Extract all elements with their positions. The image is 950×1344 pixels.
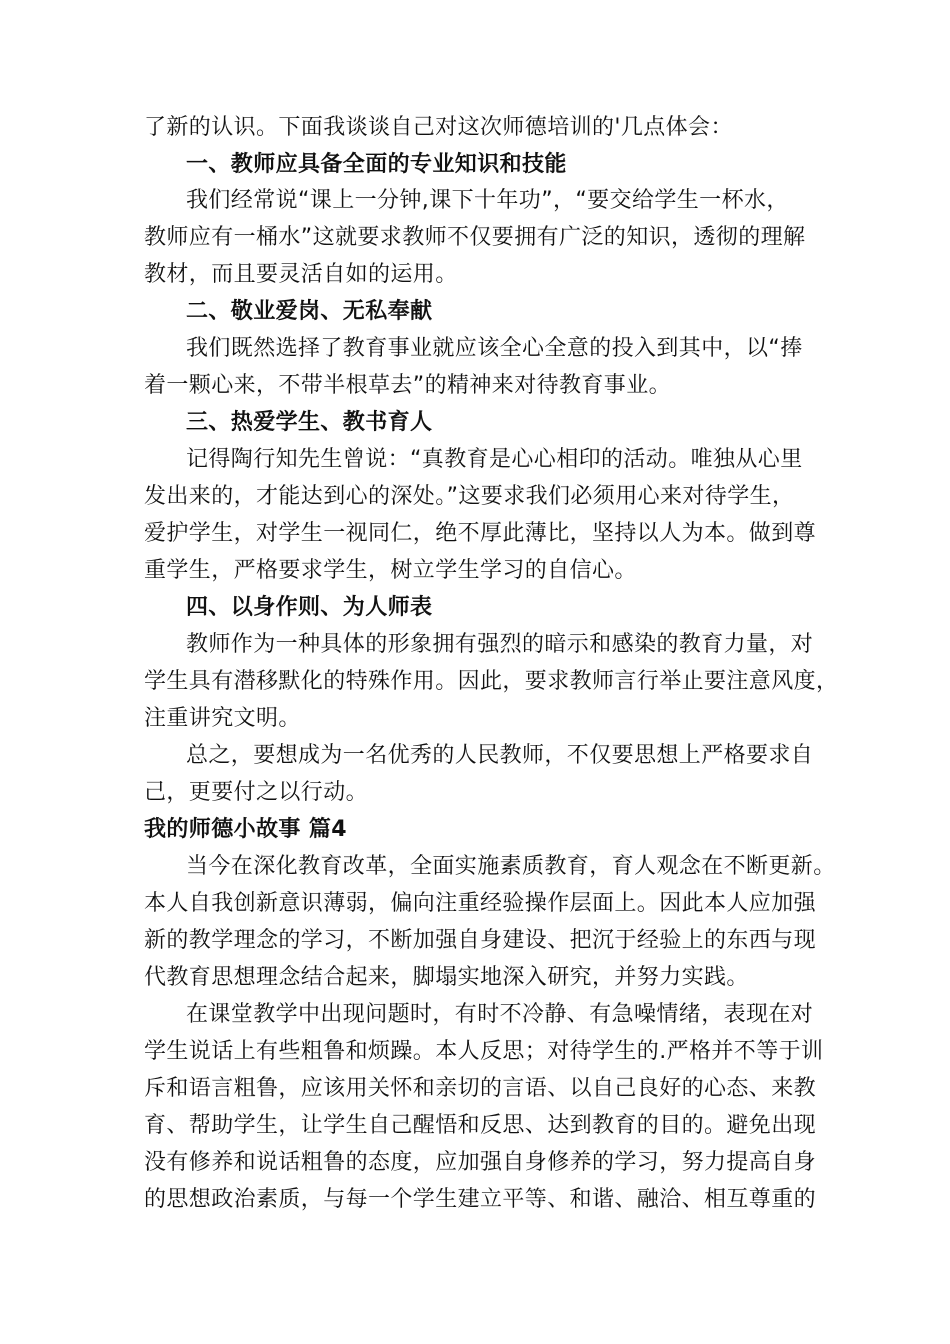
body-text-line: 我们经常说“课上一分钟,课下十年功”，“要交给学生一杯水， xyxy=(186,188,789,213)
body-text-line: 本人自我创新意识薄弱，偏向注重经验操作层面上。因此本人应加强 xyxy=(144,891,817,916)
body-text-line: 新的教学理念的学习，不断加强自身建设、把沉于经验上的东西与现 xyxy=(144,928,817,953)
body-text-line: 发出来的，才能达到心的深处。”这要求我们必须用心来对待学生， xyxy=(144,484,795,509)
article-title: 我的师德小故事 篇4 xyxy=(144,817,347,842)
body-text-line: 着一颗心来，不带半根草去”的精神来对待教育事业。 xyxy=(144,373,671,398)
section-heading: 三、热爱学生、教书育人 xyxy=(186,410,433,435)
body-text-line: 教师应有一桶水”这就要求教师不仅要拥有广泛的知识，透彻的理解 xyxy=(144,225,806,250)
body-text-line: 记得陶行知先生曾说：“真教育是心心相印的活动。唯独从心里 xyxy=(186,447,803,472)
section-heading: 一、教师应具备全面的专业知识和技能 xyxy=(186,152,567,177)
body-text-line: 代教育思想理念结合起来，脚塌实地深入研究，并努力实践。 xyxy=(144,965,749,990)
body-text-line: 爱护学生，对学生一视同仁，绝不厚此薄比，坚持以人为本。做到尊 xyxy=(144,521,817,546)
body-text-line: 育、帮助学生，让学生自己醒悟和反思、达到教育的目的。避免出现 xyxy=(144,1113,817,1138)
body-text-line: 没有修养和说话粗鲁的态度，应加强自身修养的学习，努力提高自身 xyxy=(144,1150,817,1175)
body-text-line: 我们既然选择了教育事业就应该全心全意的投入到其中，以“捧 xyxy=(186,336,803,361)
body-text-line: 教材，而且要灵活自如的运用。 xyxy=(144,262,458,287)
section-heading: 四、以身作则、为人师表 xyxy=(186,595,433,620)
body-text-line: 学生具有潜移默化的特殊作用。因此，要求教师言行举止要注意风度， xyxy=(144,669,839,694)
body-text-line: 学生说话上有些粗鲁和烦躁。本人反思；对待学生的.严格并不等于训 xyxy=(144,1039,824,1064)
body-text-line: 己，更要付之以行动。 xyxy=(144,780,369,805)
body-text-line: 重学生，严格要求学生，树立学生学习的自信心。 xyxy=(144,558,637,583)
body-text-line: 斥和语言粗鲁，应该用关怀和亲切的言语、以自己良好的心态、来教 xyxy=(144,1076,817,1101)
section-heading: 二、敬业爱岗、无私奉献 xyxy=(186,299,433,324)
body-text-line: 了新的认识。下面我谈谈自己对这次师德培训的'几点体会： xyxy=(144,115,733,140)
body-text-line: 注重讲究文明。 xyxy=(144,706,301,731)
body-text-line: 总之，要想成为一名优秀的人民教师，不仅要思想上严格要求自 xyxy=(186,743,814,768)
body-text-line: 在课堂教学中出现问题时，有时不冷静、有急噪情绪，表现在对 xyxy=(186,1002,814,1027)
body-text-line: 教师作为一种具体的形象拥有强烈的暗示和感染的教育力量，对 xyxy=(186,632,814,657)
body-text-line: 当今在深化教育改革，全面实施素质教育，育人观念在不断更新。 xyxy=(186,854,836,879)
body-text-line: 的思想政治素质，与每一个学生建立平等、和谐、融洽、相互尊重的 xyxy=(144,1187,817,1212)
